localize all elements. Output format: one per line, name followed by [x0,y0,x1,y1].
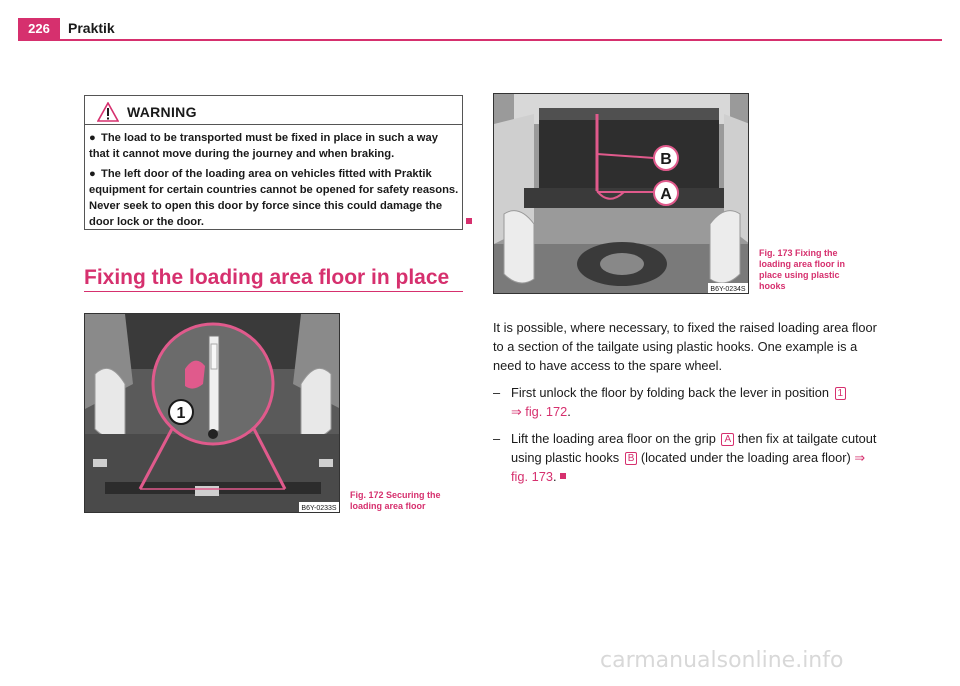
warning-icon [97,102,119,122]
page-title: Praktik [68,20,115,36]
warning-item: ● The load to be transported must be fixed in place in such a way that it cannot move during the journey and when braking. [89,132,438,160]
step-1: – First unlock the floor by folding back the lever in position 1 ⇒ fig. 172. [493,383,878,421]
warning-item: ● The left door of the loading area on vehicles fitted with Praktik equipment for certain countries cannot be opened for safety reasons. Never seek to open this door by force since this could damage the door lock or the door. [89,168,459,228]
figure-code: B6Y-0233S [301,505,337,512]
warning-heading: WARNING [127,104,197,120]
step-2: – Lift the loading area floor on the grip A then fix at tailgate cutout using plastic hooks B (located under the loading area floor) ⇒ fig. 173. [493,431,877,484]
warning-body [89,130,459,234]
figure-173 [493,93,749,294]
figure-label-1: 1 [176,405,186,422]
cargo-floor-illustration [85,314,340,513]
tailgate-hooks-illustration [494,94,749,294]
page-number: 226 [18,18,60,40]
intro-paragraph: It is possible, where necessary, to fixed the raised loading area floor to a section of the tailgate using plastic hooks. One example is a need to have access to the spare wheel. [493,320,877,373]
figure-172-caption: Fig. 172 Securing the loading area floor [350,490,441,511]
figure-label-b: B [660,151,672,168]
ref-label-1: 1 [835,387,847,400]
watermark: carmanualsonline.info [600,648,844,673]
figure-code: B6Y-0234S [710,286,746,293]
figure-173-caption: Fig. 173 Fixing the loading area floor in place using plastic hooks [759,248,846,291]
section-end-marker [560,473,566,479]
ref-label-b: B [625,452,638,465]
fig-173-link[interactable]: ⇒ fig. 173 [511,450,866,484]
figure-172 [84,313,340,513]
warning-box [84,95,463,230]
header-divider [18,39,942,41]
fig-172-link[interactable]: ⇒ fig. 172 [511,404,568,419]
section-divider [84,291,463,292]
section-title: Fixing the loading area floor in place [84,266,450,289]
bullet-icon: ● [89,132,96,144]
bullet-icon: ● [89,168,96,180]
warning-end-marker [466,218,472,224]
warning-header [97,102,197,122]
figure-label-a: A [660,186,672,203]
body-text [493,318,878,494]
warning-divider [85,124,462,125]
ref-label-a: A [721,433,734,446]
